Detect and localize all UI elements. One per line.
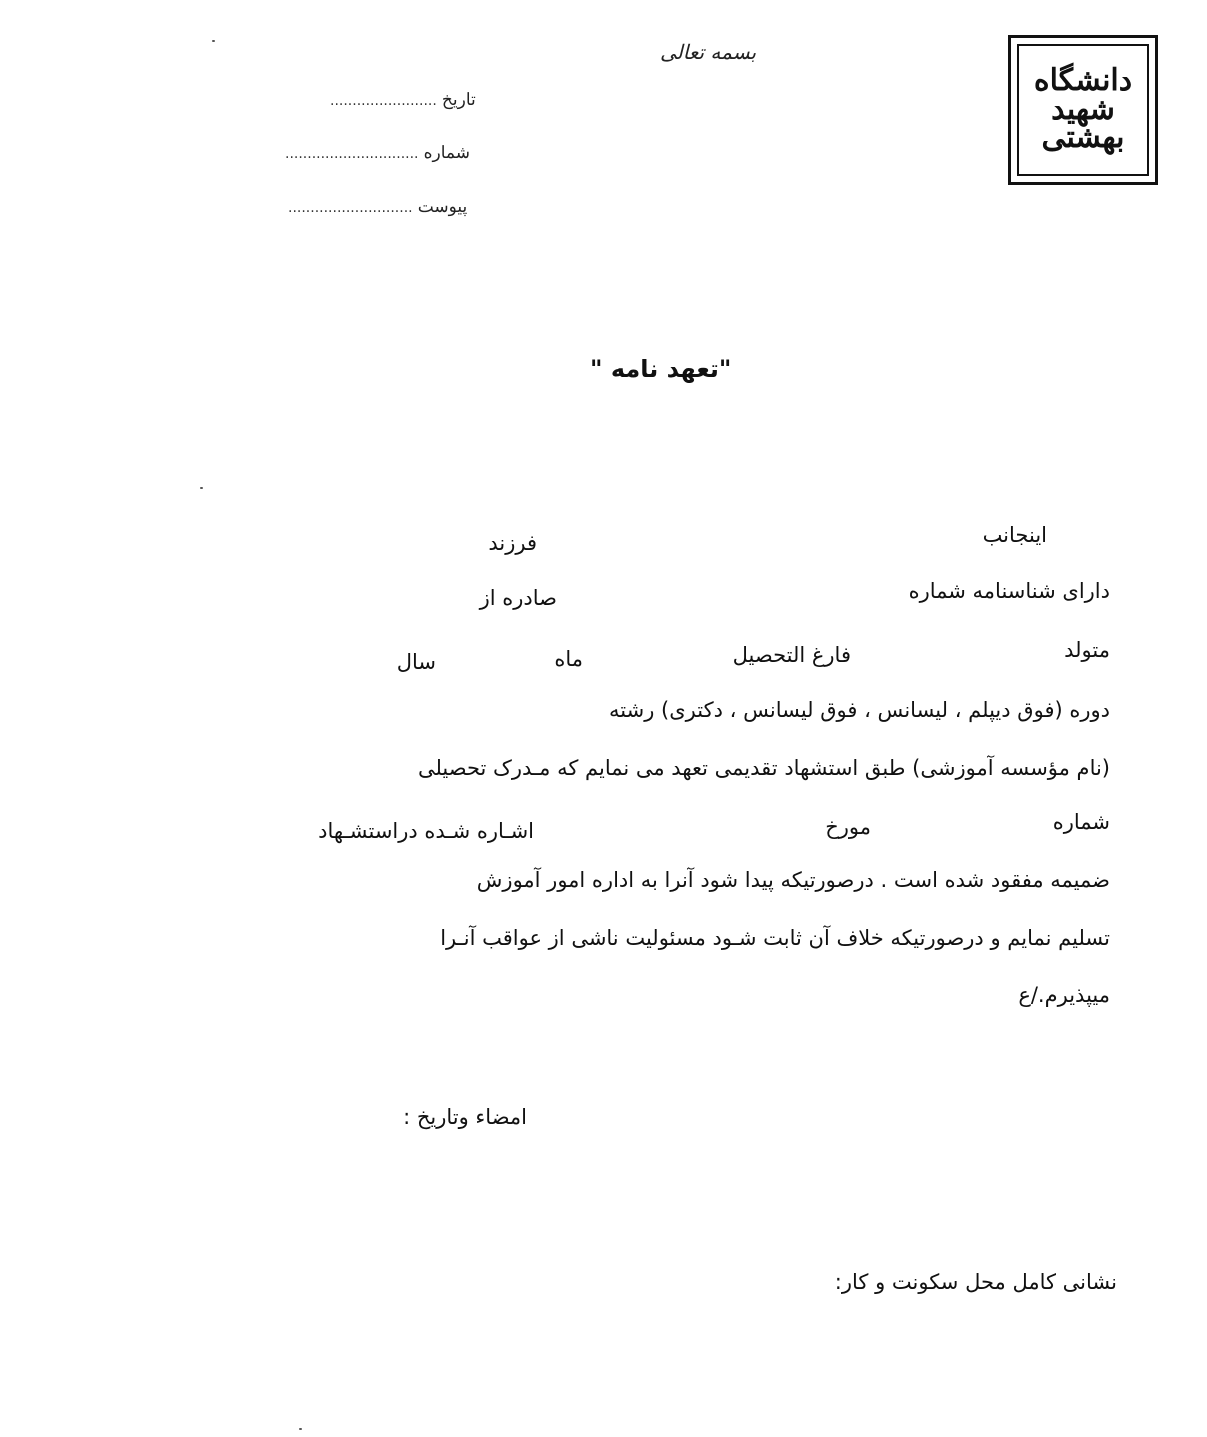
line-5-institution: (نام مؤسسه آموزشی) طبق استشهاد تقدیمی تعهد می نمایم که مـدرک تحصیلی — [417, 756, 1110, 780]
signature-date-label: امضاء وتاریخ : — [403, 1105, 527, 1129]
line-2-id-number: دارای شناسنامه شماره — [908, 579, 1110, 603]
logo-line-1: دانشگاه — [1033, 63, 1133, 99]
line-6-referenced: اشـاره شـده دراستشـهاد — [318, 819, 534, 843]
meta-date-dots: ........................ — [330, 93, 437, 109]
line-4-degree: دوره (فوق دیپلم ، لیسانس ، فوق لیسانس ، دکتری) رشته — [609, 698, 1110, 722]
line-6-dated: مورخ — [825, 815, 871, 839]
meta-number-field — [285, 143, 470, 163]
line-3-month: ماه — [554, 647, 583, 671]
line-9-accept: میپذیرم./ع — [1018, 983, 1110, 1007]
meta-number-label: شماره — [423, 143, 470, 163]
meta-attachment-label: پیوست — [417, 197, 468, 217]
university-logo-inner — [1017, 44, 1149, 176]
meta-date-field — [330, 90, 476, 110]
university-logo — [1008, 35, 1158, 185]
line-3-born: متولد — [1064, 638, 1110, 662]
address-label: نشانی کامل محل سکونت و کار: — [834, 1270, 1117, 1294]
meta-number-dots: .............................. — [285, 146, 419, 162]
logo-line-3: بهشتی — [1041, 120, 1125, 156]
meta-date-label: تاریخ — [441, 90, 476, 110]
line-1-applicant: اینجانب — [982, 523, 1047, 547]
line-8-deliver: تسلیم نمایم و درصورتیکه خلاف آن ثابت شـود مسئولیت ناشی از عواقب آنـرا — [440, 926, 1110, 950]
meta-attachment-field — [288, 197, 467, 217]
line-1-child-of: فرزند — [488, 531, 537, 555]
document-title: "تعهد نامه " — [590, 355, 732, 383]
line-7-lost: ضمیمه مفقود شده است . درصورتیکه پیدا شود آنرا به اداره امور آموزش — [476, 868, 1110, 892]
line-2-issued-from: صادره از — [479, 586, 557, 610]
meta-attachment-dots: ............................ — [288, 200, 413, 216]
line-6-number: شماره — [1052, 810, 1110, 834]
line-3-graduate: فارغ التحصیل — [732, 643, 851, 667]
scan-speck — [299, 1428, 302, 1430]
line-3-year: سال — [396, 650, 436, 674]
logo-line-2: شهید — [1051, 91, 1115, 127]
scan-speck — [212, 40, 215, 42]
scan-speck — [200, 487, 203, 489]
bismillah-heading: بسمه تعالی — [660, 40, 757, 64]
